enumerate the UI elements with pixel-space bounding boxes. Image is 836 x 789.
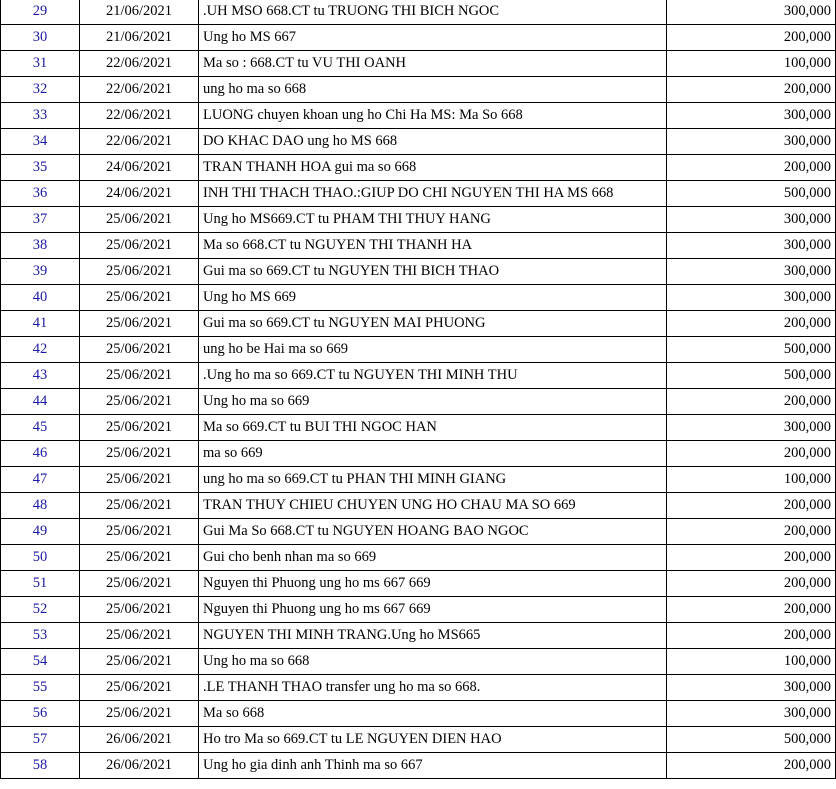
table-row [1, 389, 836, 415]
row-amount: 200,000 [667, 571, 836, 597]
row-number: 37 [1, 207, 80, 233]
row-amount: 200,000 [667, 493, 836, 519]
table-row [1, 597, 836, 623]
row-amount: 300,000 [667, 701, 836, 727]
row-amount: 500,000 [667, 727, 836, 753]
row-description: .Ung ho ma so 669.CT tu NGUYEN THI MINH THU [199, 363, 667, 389]
row-date: 25/06/2021 [80, 441, 199, 467]
row-date: 25/06/2021 [80, 675, 199, 701]
row-number: 40 [1, 285, 80, 311]
row-description: .LE THANH THAO transfer ung ho ma so 668. [199, 675, 667, 701]
row-number: 57 [1, 727, 80, 753]
row-amount: 100,000 [667, 467, 836, 493]
table-row [1, 727, 836, 753]
row-number: 35 [1, 155, 80, 181]
row-date: 24/06/2021 [80, 155, 199, 181]
table-row [1, 441, 836, 467]
table-row [1, 311, 836, 337]
table-row [1, 649, 836, 675]
row-amount: 300,000 [667, 415, 836, 441]
row-date: 25/06/2021 [80, 649, 199, 675]
row-number: 50 [1, 545, 80, 571]
row-date: 25/06/2021 [80, 467, 199, 493]
row-amount: 300,000 [667, 103, 836, 129]
table-row [1, 207, 836, 233]
row-date: 25/06/2021 [80, 545, 199, 571]
row-amount: 200,000 [667, 389, 836, 415]
row-number: 44 [1, 389, 80, 415]
row-date: 25/06/2021 [80, 285, 199, 311]
row-description: Gui ma so 669.CT tu NGUYEN MAI PHUONG [199, 311, 667, 337]
row-amount: 200,000 [667, 155, 836, 181]
row-amount: 200,000 [667, 77, 836, 103]
row-number: 33 [1, 103, 80, 129]
table-row [1, 571, 836, 597]
row-amount: 300,000 [667, 207, 836, 233]
row-number: 48 [1, 493, 80, 519]
table-row [1, 285, 836, 311]
row-date: 25/06/2021 [80, 519, 199, 545]
row-number: 51 [1, 571, 80, 597]
row-date: 24/06/2021 [80, 181, 199, 207]
row-date: 25/06/2021 [80, 363, 199, 389]
row-number: 38 [1, 233, 80, 259]
row-number: 36 [1, 181, 80, 207]
row-date: 25/06/2021 [80, 597, 199, 623]
table-row [1, 233, 836, 259]
row-date: 25/06/2021 [80, 623, 199, 649]
row-amount: 300,000 [667, 285, 836, 311]
row-date: 21/06/2021 [80, 25, 199, 51]
row-description: Ung ho MS 667 [199, 25, 667, 51]
row-number: 32 [1, 77, 80, 103]
table-row [1, 493, 836, 519]
table-row [1, 129, 836, 155]
row-description: Ung ho MS 669 [199, 285, 667, 311]
row-description: TRAN THANH HOA gui ma so 668 [199, 155, 667, 181]
row-description: Ho tro Ma so 669.CT tu LE NGUYEN DIEN HAO [199, 727, 667, 753]
row-number: 49 [1, 519, 80, 545]
table-row [1, 363, 836, 389]
row-description: Ung ho ma so 668 [199, 649, 667, 675]
row-description: Gui ma so 669.CT tu NGUYEN THI BICH THAO [199, 259, 667, 285]
row-description: Gui Ma So 668.CT tu NGUYEN HOANG BAO NGOC [199, 519, 667, 545]
row-date: 26/06/2021 [80, 753, 199, 779]
table-row [1, 25, 836, 51]
row-number: 30 [1, 25, 80, 51]
row-description: Ma so 668 [199, 701, 667, 727]
row-amount: 200,000 [667, 519, 836, 545]
row-number: 43 [1, 363, 80, 389]
row-date: 22/06/2021 [80, 129, 199, 155]
row-number: 45 [1, 415, 80, 441]
row-amount: 200,000 [667, 597, 836, 623]
row-date: 25/06/2021 [80, 415, 199, 441]
row-amount: 200,000 [667, 311, 836, 337]
row-description: Gui cho benh nhan ma so 669 [199, 545, 667, 571]
row-amount: 200,000 [667, 25, 836, 51]
row-number: 47 [1, 467, 80, 493]
row-number: 39 [1, 259, 80, 285]
row-description: Ung ho MS669.CT tu PHAM THI THUY HANG [199, 207, 667, 233]
table-row [1, 259, 836, 285]
table-row [1, 103, 836, 129]
table-row [1, 675, 836, 701]
row-description: Ung ho gia dinh anh Thinh ma so 667 [199, 753, 667, 779]
row-description: LUONG chuyen khoan ung ho Chi Ha MS: Ma So 668 [199, 103, 667, 129]
table-row [1, 77, 836, 103]
row-description: Ma so : 668.CT tu VU THI OANH [199, 51, 667, 77]
row-description: ma so 669 [199, 441, 667, 467]
row-amount: 300,000 [667, 675, 836, 701]
row-number: 55 [1, 675, 80, 701]
row-description: INH THI THACH THAO.:GIUP DO CHI NGUYEN THI HA MS 668 [199, 181, 667, 207]
row-date: 25/06/2021 [80, 311, 199, 337]
row-date: 25/06/2021 [80, 493, 199, 519]
table-row [1, 701, 836, 727]
row-description: DO KHAC DAO ung ho MS 668 [199, 129, 667, 155]
row-number: 56 [1, 701, 80, 727]
row-amount: 300,000 [667, 129, 836, 155]
row-date: 25/06/2021 [80, 701, 199, 727]
table-row [1, 519, 836, 545]
row-amount: 500,000 [667, 363, 836, 389]
row-amount: 300,000 [667, 233, 836, 259]
row-date: 21/06/2021 [80, 0, 199, 25]
row-number: 41 [1, 311, 80, 337]
row-number: 52 [1, 597, 80, 623]
row-number: 53 [1, 623, 80, 649]
row-description: TRAN THUY CHIEU CHUYEN UNG HO CHAU MA SO 669 [199, 493, 667, 519]
row-number: 58 [1, 753, 80, 779]
table-row [1, 155, 836, 181]
row-date: 25/06/2021 [80, 207, 199, 233]
row-amount: 200,000 [667, 545, 836, 571]
row-number: 46 [1, 441, 80, 467]
row-description: Ma so 668.CT tu NGUYEN THI THANH HA [199, 233, 667, 259]
row-amount: 100,000 [667, 649, 836, 675]
table-row [1, 0, 836, 25]
row-description: Ung ho ma so 669 [199, 389, 667, 415]
table-row [1, 181, 836, 207]
row-amount: 300,000 [667, 0, 836, 25]
row-description: Ma so 669.CT tu BUI THI NGOC HAN [199, 415, 667, 441]
row-amount: 500,000 [667, 337, 836, 363]
row-date: 26/06/2021 [80, 727, 199, 753]
donation-table-body [1, 0, 836, 779]
row-description: Nguyen thi Phuong ung ho ms 667 669 [199, 597, 667, 623]
row-amount: 500,000 [667, 181, 836, 207]
table-row [1, 623, 836, 649]
row-amount: 100,000 [667, 51, 836, 77]
table-row [1, 337, 836, 363]
row-number: 42 [1, 337, 80, 363]
row-description: .UH MSO 668.CT tu TRUONG THI BICH NGOC [199, 0, 667, 25]
row-amount: 200,000 [667, 623, 836, 649]
row-date: 22/06/2021 [80, 77, 199, 103]
row-date: 25/06/2021 [80, 337, 199, 363]
table-row [1, 753, 836, 779]
row-date: 25/06/2021 [80, 389, 199, 415]
row-date: 25/06/2021 [80, 259, 199, 285]
row-description: ung ho be Hai ma so 669 [199, 337, 667, 363]
row-amount: 200,000 [667, 753, 836, 779]
row-number: 54 [1, 649, 80, 675]
row-number: 31 [1, 51, 80, 77]
row-description: Nguyen thi Phuong ung ho ms 667 669 [199, 571, 667, 597]
row-amount: 200,000 [667, 441, 836, 467]
row-amount: 300,000 [667, 259, 836, 285]
row-date: 22/06/2021 [80, 51, 199, 77]
row-description: ung ho ma so 669.CT tu PHAN THI MINH GIANG [199, 467, 667, 493]
row-description: ung ho ma so 668 [199, 77, 667, 103]
row-description: NGUYEN THI MINH TRANG.Ung ho MS665 [199, 623, 667, 649]
table-row [1, 51, 836, 77]
row-date: 25/06/2021 [80, 233, 199, 259]
row-date: 22/06/2021 [80, 103, 199, 129]
table-row [1, 545, 836, 571]
row-number: 29 [1, 0, 80, 25]
row-date: 25/06/2021 [80, 571, 199, 597]
table-row [1, 467, 836, 493]
row-number: 34 [1, 129, 80, 155]
table-row [1, 415, 836, 441]
